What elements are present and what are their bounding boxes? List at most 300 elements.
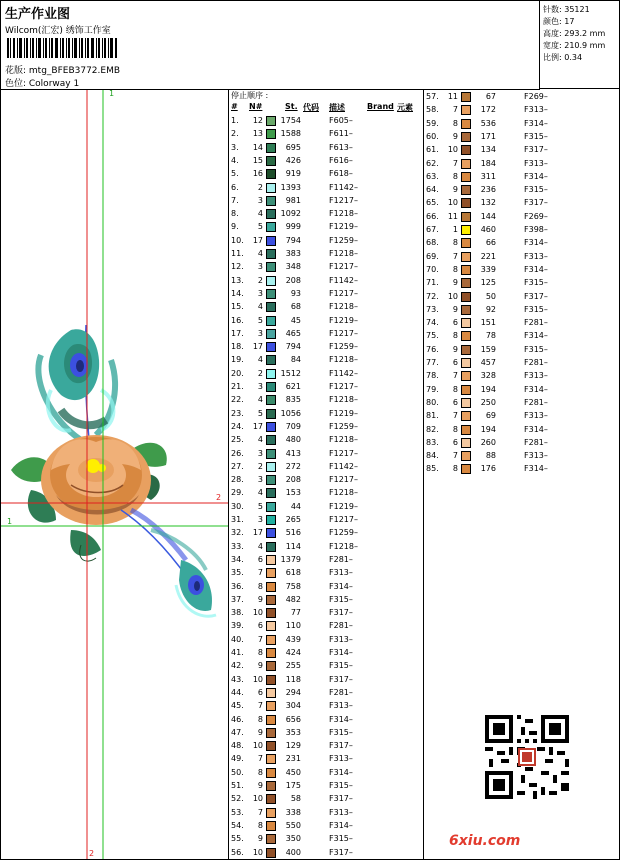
row-number: 13.: [231, 275, 244, 285]
table-row: [229, 752, 423, 765]
table-row: [424, 436, 619, 449]
thread-code: F1218–: [329, 302, 358, 312]
thread-code: F1217–: [329, 448, 358, 458]
row-number: 6.: [231, 182, 239, 192]
stitch-count: 465: [285, 328, 301, 338]
table-row: [229, 713, 423, 726]
table-row: [229, 447, 423, 460]
thread-code: F317–: [329, 794, 353, 804]
stitch-count: 348: [285, 262, 301, 272]
thread-code: F1217–: [329, 288, 358, 298]
table-row: [229, 473, 423, 486]
needle-number: 4: [257, 435, 263, 445]
stitch-count: 110: [285, 621, 301, 631]
stitch-count: 999: [285, 222, 301, 232]
col-header-code: 代码: [303, 103, 319, 112]
color-swatch: [461, 119, 471, 129]
table-row: [424, 263, 619, 276]
stitch-count: 758: [285, 581, 301, 591]
needle-number: 3: [257, 515, 263, 524]
stitch-count: 50: [485, 291, 496, 301]
stitch-count: 450: [285, 767, 301, 777]
row-number: 31.: [231, 515, 244, 524]
row-number: 79.: [426, 384, 439, 394]
thread-code: F281–: [524, 358, 548, 367]
stitch-count: 175: [285, 781, 301, 790]
table-row: [229, 792, 423, 805]
thread-code: F281–: [524, 397, 548, 407]
thread-code: F398–: [524, 225, 548, 234]
color-swatch: [266, 329, 276, 339]
color-swatch: [461, 385, 471, 395]
thread-code: F317–: [524, 291, 548, 301]
table-row: [424, 103, 619, 116]
needle-number: 6: [257, 621, 263, 631]
needle-number: 7: [257, 701, 263, 711]
table-row: [229, 606, 423, 619]
stitch-count: 118: [285, 674, 301, 684]
table-row: [424, 329, 619, 342]
table-row: [229, 766, 423, 779]
needle-number: 2: [257, 368, 263, 378]
thread-code: F269–: [524, 211, 548, 221]
row-number: 26.: [231, 448, 244, 458]
needle-number: 7: [452, 251, 458, 261]
needle-number: 6: [452, 437, 458, 447]
needle-number: 17: [252, 421, 263, 431]
color-swatch: [461, 425, 471, 435]
needle-number: 8: [257, 820, 263, 830]
table-row: [229, 167, 423, 180]
table-row: [229, 220, 423, 233]
row-number: 7.: [231, 195, 239, 205]
thread-code: F281–: [329, 621, 353, 631]
row-number: 19.: [231, 355, 244, 365]
stitch-count: 272: [285, 461, 301, 471]
row-number: 84.: [426, 451, 439, 461]
row-number: 70.: [426, 264, 439, 274]
table-row: [424, 462, 619, 475]
needle-number: 10: [252, 847, 263, 857]
table-row: [229, 846, 423, 859]
stitch-count: 1512: [280, 368, 301, 378]
needle-number: 3: [257, 475, 263, 485]
table-row: [424, 117, 619, 130]
stitch-count: 1092: [280, 209, 301, 219]
thread-code: F315–: [524, 278, 548, 288]
needle-number: 8: [257, 581, 263, 591]
stitch-count: 144: [480, 211, 496, 221]
stitch-count: 58: [290, 794, 301, 804]
table-row: [229, 593, 423, 606]
needle-number: 11: [447, 211, 458, 221]
table-row: [229, 832, 423, 845]
table-row: [229, 300, 423, 313]
color-swatch: [461, 464, 471, 474]
table-row: [229, 646, 423, 659]
stitch-count: 426: [285, 155, 301, 165]
stitch-count: 457: [480, 358, 496, 367]
color-swatch: [266, 409, 276, 419]
color-swatch: [461, 225, 471, 235]
needle-number: 9: [452, 344, 458, 354]
needle-number: 11: [447, 92, 458, 101]
color-swatch: [461, 105, 471, 115]
thread-code: F313–: [524, 371, 548, 381]
row-number: 1.: [231, 116, 239, 125]
stitch-count: 125: [480, 278, 496, 288]
row-number: 16.: [231, 315, 244, 325]
needle-number: 9: [452, 131, 458, 141]
col-header-no: #: [231, 102, 238, 111]
row-number: 36.: [231, 581, 244, 591]
thread-code: F314–: [329, 714, 353, 724]
table-row: [424, 210, 619, 223]
row-number: 72.: [426, 291, 439, 301]
thread-code: F1217–: [329, 515, 358, 524]
needle-number: 14: [252, 142, 263, 152]
color-swatch: [266, 183, 276, 193]
needle-number: 3: [257, 195, 263, 205]
stitch-count: 550: [285, 820, 301, 830]
needle-number: 2: [257, 275, 263, 285]
col-header-brand: Brand: [367, 102, 394, 111]
design-preview: [1, 90, 229, 859]
needle-number: 8: [452, 264, 458, 274]
color-swatch: [266, 289, 276, 299]
thread-code: F281–: [524, 437, 548, 447]
stitch-count: 159: [480, 344, 496, 354]
table-row: [229, 553, 423, 566]
stitch-count: 328: [480, 371, 496, 381]
thread-code: F1218–: [329, 395, 358, 405]
row-number: 62.: [426, 158, 439, 168]
needle-number: 9: [452, 278, 458, 288]
thread-code: F314–: [524, 238, 548, 248]
needle-number: 5: [257, 222, 263, 232]
thread-code: F313–: [524, 251, 548, 261]
needle-number: 7: [452, 371, 458, 381]
stitch-count: 针数: 35121: [543, 5, 590, 14]
table-row: [229, 433, 423, 446]
needle-number: 3: [257, 448, 263, 458]
color-swatch: [266, 621, 276, 631]
table-row: [229, 686, 423, 699]
color-swatch: [461, 358, 471, 368]
row-number: 39.: [231, 621, 244, 631]
color-swatch: [266, 808, 276, 818]
needle-number: 3: [257, 382, 263, 391]
thread-code: F1218–: [329, 435, 358, 445]
row-number: 65.: [426, 198, 439, 208]
table-row: [229, 181, 423, 194]
color-swatch: [461, 318, 471, 328]
thread-code: F314–: [524, 384, 548, 394]
table-row: [424, 316, 619, 329]
row-number: 59.: [426, 118, 439, 128]
stitch-count: 66: [485, 238, 496, 248]
thread-code: F314–: [524, 424, 548, 434]
stitch-count: 68: [290, 302, 301, 312]
table-row: [229, 819, 423, 832]
color-swatch: [266, 129, 276, 139]
row-number: 23.: [231, 408, 244, 418]
needle-number: 17: [252, 342, 263, 352]
row-number: 25.: [231, 435, 244, 445]
needle-number: 9: [257, 781, 263, 790]
colorway: 色位: Colorway 1: [5, 79, 80, 89]
stitch-count: 92: [485, 304, 496, 314]
color-swatch: [461, 132, 471, 142]
row-number: 2.: [231, 129, 239, 139]
row-number: 24.: [231, 421, 244, 431]
thread-code: F314–: [524, 331, 548, 341]
stitch-count: 1588: [280, 129, 301, 139]
color-swatch: [266, 236, 276, 246]
thread-code: F314–: [524, 118, 548, 128]
table-row: [424, 290, 619, 303]
stitch-count: 621: [285, 382, 301, 391]
thread-code: F313–: [329, 754, 353, 764]
color-swatch: [266, 754, 276, 764]
color-swatch: [461, 438, 471, 448]
table-row: [229, 393, 423, 406]
row-number: 57.: [426, 92, 439, 101]
needle-number: 8: [257, 767, 263, 777]
thread-code: F315–: [329, 834, 353, 844]
design-file: 花版: mtg_BFEB3772.EMB: [5, 66, 121, 76]
row-number: 4.: [231, 155, 239, 165]
thread-code: F315–: [524, 304, 548, 314]
needle-number: 8: [452, 238, 458, 248]
color-swatch: [266, 848, 276, 858]
row-number: 49.: [231, 754, 244, 764]
stitch-count: 353: [285, 727, 301, 737]
thread-code: F1217–: [329, 195, 358, 205]
row-number: 75.: [426, 331, 439, 341]
needle-number: 10: [252, 674, 263, 684]
color-swatch: [461, 305, 471, 315]
color-swatch: [266, 834, 276, 844]
stitch-count: 236: [480, 185, 496, 195]
table-row: [229, 141, 423, 154]
color-swatch: [461, 185, 471, 195]
needle-number: 17: [252, 528, 263, 538]
row-number: 54.: [231, 820, 244, 830]
color-swatch: [266, 156, 276, 166]
color-swatch: [266, 382, 276, 392]
table-row: [229, 726, 423, 739]
table-row: [424, 409, 619, 422]
row-number: 82.: [426, 424, 439, 434]
thread-code: F1259–: [329, 528, 358, 538]
thread-code: F611–: [329, 129, 353, 139]
thread-code: F1142–: [329, 275, 358, 285]
stitch-count: 413: [285, 448, 301, 458]
color-swatch: [461, 398, 471, 408]
stitch-count: 260: [480, 437, 496, 447]
table-row: [424, 183, 619, 196]
color-swatch: [266, 316, 276, 326]
color-swatch: [461, 172, 471, 182]
table-row: [229, 407, 423, 420]
color-swatch: [461, 411, 471, 421]
row-number: 8.: [231, 209, 239, 219]
color-swatch: [461, 252, 471, 262]
stitch-count: 194: [480, 384, 496, 394]
needle-number: 9: [257, 661, 263, 671]
guide-label-1-left: 1: [7, 517, 13, 526]
row-number: 42.: [231, 661, 244, 671]
guide-label-2-right: 2: [216, 493, 222, 502]
thread-code: F314–: [329, 581, 353, 591]
table-row: [424, 170, 619, 183]
row-number: 85.: [426, 464, 439, 474]
color-swatch: [461, 145, 471, 155]
table-row: [229, 500, 423, 513]
stitch-count: 69: [485, 411, 496, 421]
thread-code: F314–: [524, 171, 548, 181]
thread-code: F315–: [524, 185, 548, 195]
color-swatch: [266, 462, 276, 472]
row-number: 52.: [231, 794, 244, 804]
needle-number: 6: [452, 358, 458, 367]
table-row: [424, 196, 619, 209]
stitch-count: 153: [285, 488, 301, 498]
row-number: 40.: [231, 634, 244, 644]
needle-number: 8: [452, 118, 458, 128]
stitch-count: 67: [485, 92, 496, 101]
stitch-count: 88: [485, 451, 496, 461]
sheet-title: 生产作业图: [5, 7, 71, 22]
color-swatch: [266, 222, 276, 232]
row-number: 18.: [231, 342, 244, 352]
color-swatch: [266, 821, 276, 831]
row-number: 17.: [231, 328, 244, 338]
thread-code: F1217–: [329, 328, 358, 338]
stitch-count: 1754: [280, 116, 301, 125]
needle-number: 4: [257, 302, 263, 312]
stitch-count: 482: [285, 594, 301, 604]
thread-code: F314–: [329, 648, 353, 657]
color-swatch: [266, 276, 276, 286]
color-sequence-table-left: [229, 90, 424, 859]
color-swatch: [461, 371, 471, 381]
stitch-count: 114: [285, 541, 301, 551]
stitch-count: 93: [290, 288, 301, 298]
table-row: [229, 460, 423, 473]
watermark-logo: 6xiu.com: [449, 833, 521, 849]
thread-code: F1142–: [329, 461, 358, 471]
stitch-count: 208: [285, 275, 301, 285]
table-row: [229, 526, 423, 539]
row-number: 27.: [231, 461, 244, 471]
stitch-count: 439: [285, 634, 301, 644]
stitch-count: 265: [285, 515, 301, 524]
header-info: [1, 1, 540, 90]
color-swatch: [266, 688, 276, 698]
design-scale: 比例: 0.34: [543, 53, 583, 62]
needle-number: 4: [257, 355, 263, 365]
barcode-icon: [7, 38, 117, 58]
needle-number: 3: [257, 288, 263, 298]
needle-number: 10: [252, 794, 263, 804]
row-number: 12.: [231, 262, 244, 272]
stitch-count: 709: [285, 421, 301, 431]
table-row: [229, 194, 423, 207]
needle-number: 5: [257, 501, 263, 511]
color-swatch: [266, 675, 276, 685]
thread-code: F313–: [329, 568, 353, 578]
color-swatch: [266, 515, 276, 525]
needle-number: 9: [257, 594, 263, 604]
row-number: 33.: [231, 541, 244, 551]
needle-number: 2: [257, 461, 263, 471]
thread-code: F315–: [329, 594, 353, 604]
table-row: [229, 353, 423, 366]
thread-code: F1219–: [329, 408, 358, 418]
row-number: 34.: [231, 554, 244, 564]
color-swatch: [461, 212, 471, 222]
row-number: 83.: [426, 437, 439, 447]
table-row: [229, 274, 423, 287]
needle-number: 7: [257, 754, 263, 764]
color-swatch: [461, 331, 471, 341]
table-row: [229, 580, 423, 593]
color-swatch: [266, 648, 276, 658]
stitch-count: 480: [285, 435, 301, 445]
table-row: [229, 207, 423, 220]
needle-number: 17: [252, 235, 263, 245]
color-swatch: [266, 768, 276, 778]
row-number: 35.: [231, 568, 244, 578]
table-row: [229, 127, 423, 140]
table-row: [229, 566, 423, 579]
stitch-count: 45: [290, 315, 301, 325]
col-header-st: St.: [285, 102, 298, 111]
design-stats: [540, 1, 619, 89]
needle-number: 6: [257, 687, 263, 697]
color-swatch: [266, 209, 276, 219]
row-number: 74.: [426, 318, 439, 328]
table-row: [229, 779, 423, 792]
stitch-count: 151: [480, 318, 496, 328]
needle-number: 7: [257, 807, 263, 817]
row-number: 61.: [426, 145, 439, 155]
table-row: [229, 486, 423, 499]
table-row: [229, 513, 423, 526]
thread-code: F1259–: [329, 235, 358, 245]
needle-number: 5: [257, 408, 263, 418]
needle-number: 12: [252, 116, 263, 125]
thread-code: F314–: [329, 767, 353, 777]
table-row: [229, 540, 423, 553]
row-number: 46.: [231, 714, 244, 724]
stitch-count: 460: [480, 225, 496, 234]
thread-code: F1142–: [329, 182, 358, 192]
color-swatch: [461, 198, 471, 208]
table-row: [229, 154, 423, 167]
row-number: 30.: [231, 501, 244, 511]
row-number: 3.: [231, 142, 239, 152]
color-swatch: [461, 451, 471, 461]
table-row: [229, 234, 423, 247]
row-number: 51.: [231, 781, 244, 790]
needle-number: 7: [452, 451, 458, 461]
table-row: [424, 356, 619, 369]
stitch-count: 383: [285, 249, 301, 258]
row-number: 21.: [231, 382, 244, 391]
